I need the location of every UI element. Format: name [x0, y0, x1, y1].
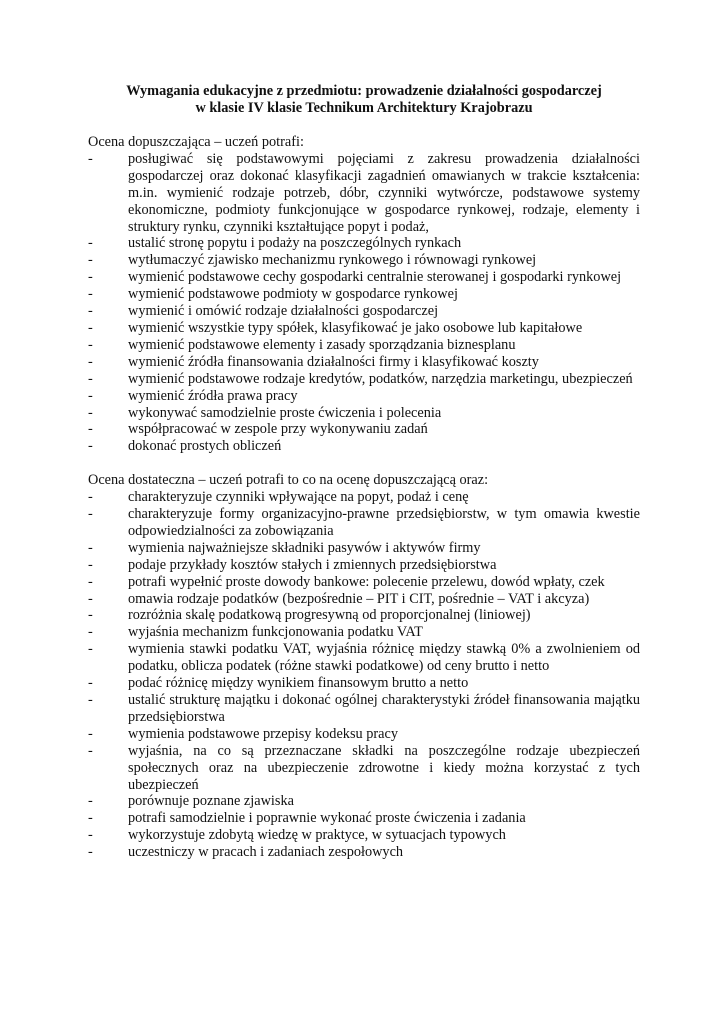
- list-item: [88, 624, 640, 641]
- list-item: [88, 827, 640, 844]
- list-item-text: porównuje poznane zjawiska: [128, 793, 294, 810]
- list-item-text: wymienić podstawowe rodzaje kredytów, podatków, narzędzia marketingu, ubezpieczeń: [128, 370, 633, 387]
- list-item: [88, 692, 640, 726]
- list-item: [88, 607, 640, 624]
- bullet-dash: -: [88, 742, 93, 759]
- bullet-dash: -: [88, 725, 93, 742]
- requirements-list: [88, 489, 640, 861]
- list-item: [88, 743, 640, 794]
- list-item: [88, 844, 640, 861]
- bullet-dash: -: [88, 692, 93, 708]
- list-item-text: uczestniczy w pracach i zadaniach zespołowych: [128, 844, 404, 861]
- list-item-text: wykorzystuje zdobytą wiedzę w praktyce, w sytuacjach typowych: [128, 827, 506, 844]
- bullet-dash: -: [88, 810, 93, 827]
- bullet-dash: -: [88, 286, 93, 303]
- bullet-dash: -: [88, 827, 93, 844]
- list-item-text: wytłumaczyć zjawisko mechanizmu rynkowego i równowagi rynkowej: [128, 252, 537, 269]
- list-item-text: wymienić źródła prawa pracy: [128, 387, 298, 404]
- bullet-dash: -: [88, 387, 93, 404]
- bullet-dash: -: [88, 793, 93, 810]
- list-item: [88, 574, 640, 591]
- list-item: [88, 421, 640, 438]
- list-item-text: wymienia podstawowe przepisy kodeksu pracy: [128, 725, 398, 742]
- bullet-dash: -: [88, 252, 93, 269]
- bullet-dash: -: [88, 319, 93, 336]
- bullet-dash: -: [88, 150, 93, 167]
- list-item-text: ustalić strukturę majątku i dokonać ogólnej charakterystyki źródeł finansowania majątku przedsiębiorstwa: [128, 692, 640, 725]
- bullet-dash: -: [88, 590, 93, 607]
- title-line-1: Wymagania edukacyjne z przedmiotu: prowadzenie działalności gospodarczej: [126, 83, 602, 99]
- list-item: [88, 641, 640, 675]
- list-item-text: omawia rodzaje podatków (bezpośrednie – PIT i CIT, pośrednie – VAT i akcyza): [128, 590, 590, 607]
- list-item: [88, 388, 640, 405]
- requirements-list: [88, 151, 640, 455]
- list-item-text: wymienić podstawowe cechy gospodarki centralnie sterowanej i gospodarki rynkowej: [128, 269, 622, 286]
- bullet-dash: -: [88, 370, 93, 387]
- bullet-dash: -: [88, 539, 93, 556]
- bullet-dash: -: [88, 556, 93, 573]
- list-item: [88, 438, 640, 455]
- bullet-dash: -: [88, 844, 93, 861]
- bullet-dash: -: [88, 675, 93, 692]
- list-item-text: wymienić wszystkie typy spółek, klasyfikować je jako osobowe lub kapitałowe: [128, 319, 583, 336]
- list-item-text: wymienić podstawowe podmioty w gospodarce rynkowej: [128, 286, 458, 303]
- list-item: [88, 489, 640, 506]
- bullet-dash: -: [88, 607, 93, 624]
- list-item-text: wyjaśnia, na co są przeznaczane składki na poszczególne rodzaje ubezpieczeń społecznych oraz na ubezpieczenie zdrowotne i kiedy można korzystać z tych ubezpieczeń: [128, 742, 640, 793]
- bullet-dash: -: [88, 506, 93, 523]
- list-item-text: podać różnicę między wynikiem finansowym brutto a netto: [128, 675, 469, 692]
- bullet-dash: -: [88, 641, 93, 658]
- list-item: [88, 320, 640, 337]
- list-item: [88, 354, 640, 371]
- list-item: [88, 286, 640, 303]
- list-item-text: posługiwać się podstawowymi pojęciami z zakresu prowadzenia działalności gospodarczej oraz dokonać klasyfikacji zagadnień omawianych w trakcie kształcenia: m.in. wymienić rodzaje potrzeb, dóbr, czynniki wytwórcze, podstawowe systemy ekonomiczne, podmioty funkcjonujące w gospodarce rynkowej, rodzaje, elementy i struktury rynku, czynniki kształtujące popyt i podaż,: [128, 150, 640, 235]
- section-heading: Ocena dostateczna – uczeń potrafi to co na ocenę dopuszczającą oraz:: [88, 472, 489, 489]
- list-item-text: potrafi wypełnić proste dowody bankowe: polecenie przelewu, dowód wpłaty, czek: [128, 573, 605, 590]
- list-item: [88, 303, 640, 320]
- list-item-text: wymienia stawki podatku VAT, wyjaśnia różnicę między stawką 0% a zwolnieniem od podatku, oblicza podatek (różne stawki podatkowe) od ceny brutto i netto: [128, 641, 640, 675]
- title-line-2: w klasie IV klasie Technikum Architektury Krajobrazu: [195, 100, 533, 116]
- grade-section: [88, 472, 640, 861]
- bullet-dash: -: [88, 573, 93, 590]
- list-item-text: wymienić i omówić rodzaje działalności gospodarczej: [128, 303, 439, 320]
- list-item: [88, 675, 640, 692]
- bullet-dash: -: [88, 489, 93, 506]
- list-item: [88, 793, 640, 810]
- bullet-dash: -: [88, 353, 93, 370]
- bullet-dash: -: [88, 624, 93, 641]
- list-item-text: potrafi samodzielnie i poprawnie wykonać proste ćwiczenia i zadania: [128, 810, 526, 827]
- bullet-dash: -: [88, 438, 93, 455]
- list-item: [88, 371, 640, 388]
- list-item: [88, 337, 640, 354]
- list-item: [88, 405, 640, 422]
- bullet-dash: -: [88, 421, 93, 438]
- bullet-dash: -: [88, 269, 93, 286]
- list-item-text: charakteryzuje czynniki wpływające na popyt, podaż i cenę: [128, 489, 469, 506]
- requirements-sections: [88, 134, 640, 861]
- list-item-text: wymienić podstawowe elementy i zasady sporządzania biznesplanu: [128, 336, 516, 353]
- list-item: [88, 810, 640, 827]
- list-item-text: wymienia najważniejsze składniki pasywów i aktywów firmy: [128, 539, 481, 556]
- list-item-text: wykonywać samodzielnie proste ćwiczenia i polecenia: [128, 404, 442, 421]
- section-heading: Ocena dopuszczająca – uczeń potrafi:: [88, 134, 304, 150]
- list-item-text: rozróżnia skalę podatkową progresywną od proporcjonalnej (liniowej): [128, 607, 531, 624]
- list-item: [88, 557, 640, 574]
- list-item-text: dokonać prostych obliczeń: [128, 438, 282, 455]
- list-item: [88, 235, 640, 252]
- list-item: [88, 269, 640, 286]
- list-item: [88, 591, 640, 608]
- list-item: [88, 252, 640, 269]
- bullet-dash: -: [88, 336, 93, 353]
- grade-section: [88, 134, 640, 455]
- list-item: [88, 540, 640, 557]
- bullet-dash: -: [88, 404, 93, 421]
- document-title: [88, 83, 640, 117]
- list-item-text: wymienić źródła finansowania działalności firmy i klasyfikować koszty: [128, 353, 539, 370]
- list-item-text: ustalić stronę popytu i podaży na poszczególnych rynkach: [128, 235, 462, 252]
- list-item: [88, 506, 640, 540]
- list-item-text: podaje przykłady kosztów stałych i zmiennych przedsiębiorstwa: [128, 556, 497, 573]
- list-item: [88, 726, 640, 743]
- bullet-dash: -: [88, 303, 93, 320]
- bullet-dash: -: [88, 235, 93, 252]
- list-item-text: charakteryzuje formy organizacyjno-prawne przedsiębiorstw, w tym omawia kwestie odpowiedzialności za zobowiązania: [128, 506, 640, 539]
- list-item-text: współpracować w zespole przy wykonywaniu zadań: [128, 421, 428, 438]
- list-item-text: wyjaśnia mechanizm funkcjonowania podatku VAT: [128, 624, 423, 641]
- list-item: [88, 151, 640, 236]
